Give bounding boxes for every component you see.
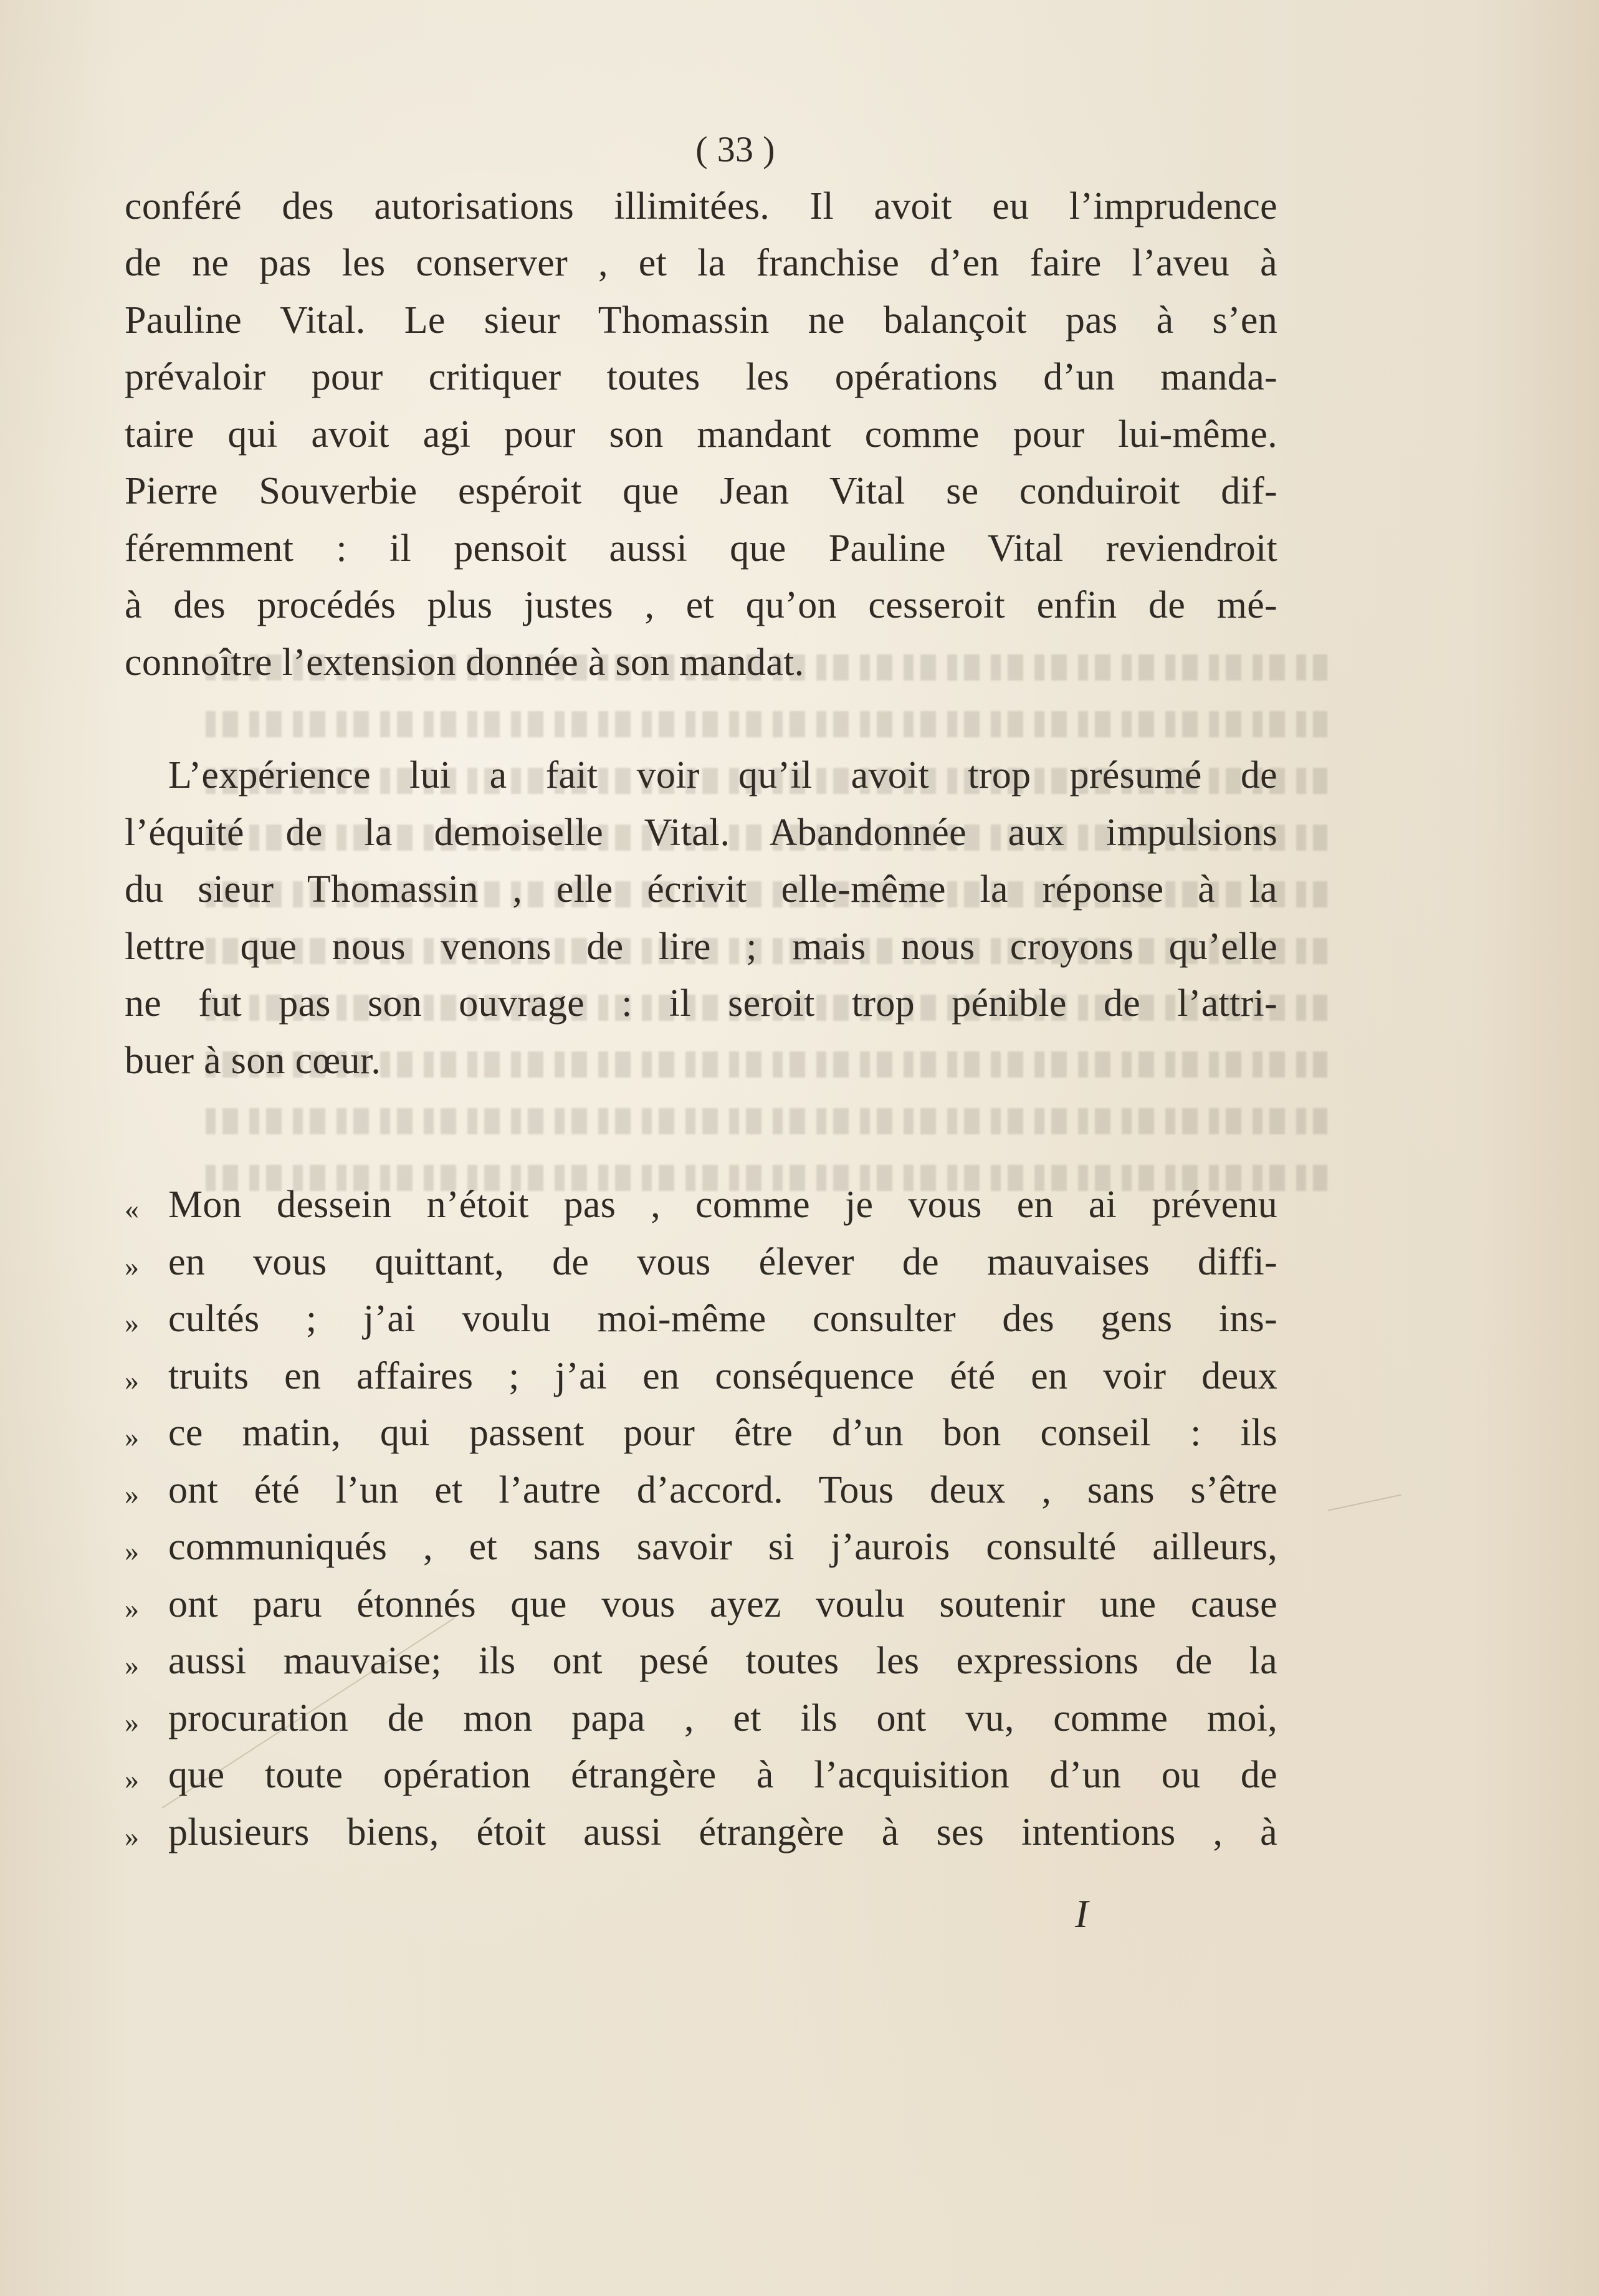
paragraph-spacer: [125, 1089, 1277, 1177]
guillemet-mark: »: [125, 1364, 140, 1396]
quote-text: ont été l’un et l’autre d’accord. Tous deux , sans s’être: [168, 1468, 1277, 1511]
quote-line: [125, 1177, 1277, 1234]
guillemet-mark: »: [125, 1250, 140, 1282]
quote-text: Mon dessein n’étoit pas , comme je vous en ai prévenu: [168, 1184, 1277, 1226]
guillemet-mark: »: [125, 1307, 140, 1339]
text-line: de ne pas les conserver , et la franchise d’en faire l’aveu à: [125, 242, 1277, 284]
quote-text: en vous quittant, de vous élever de mauvaises diffi-: [168, 1240, 1277, 1283]
text-line: Pierre Souverbie espéroit que Jean Vital se conduiroit dif-: [125, 470, 1277, 512]
text-line: conféré des autorisations illimitées. Il avoit eu l’imprudence: [125, 184, 1277, 227]
paragraph-2: [125, 747, 1277, 1089]
quote-line: [125, 1804, 1277, 1862]
quote-line: [125, 1747, 1277, 1804]
text-line: l’équité de la demoiselle Vital. Abandonnée aux impulsions: [125, 811, 1277, 854]
text-line: lettre que nous venons de lire ; mais nous croyons qu’elle: [125, 925, 1277, 968]
quote-text: aussi mauvaise; ils ont pesé toutes les expressions de la: [168, 1640, 1277, 1682]
text-line: féremment : il pensoit aussi que Pauline Vital reviendroit: [125, 527, 1277, 570]
paper-crease: [1328, 1495, 1401, 1511]
guillemet-mark: »: [125, 1820, 140, 1852]
paragraph-spacer: [125, 691, 1277, 747]
quote-line: [125, 1690, 1277, 1748]
quote-line: [125, 1348, 1277, 1405]
quote-line: [125, 1405, 1277, 1462]
guillemet-mark: »: [125, 1706, 140, 1738]
text-line: connoître l’extension donnée à son mandat.: [125, 641, 804, 684]
text-line: taire qui avoit agi pour son mandant comme pour lui-même.: [125, 413, 1277, 456]
quote-line: [125, 1291, 1277, 1348]
quote-text: procuration de mon papa , et ils ont vu, comme moi,: [168, 1696, 1277, 1739]
guillemet-mark: «: [125, 1193, 140, 1225]
quote-line: [125, 1633, 1277, 1690]
quoted-letter: [125, 1177, 1277, 1861]
text-line: L’expérience lui a fait voir qu’il avoit trop présumé de: [168, 754, 1277, 796]
signature-mark: I: [1075, 1892, 1089, 1936]
quote-text: ce matin, qui passent pour être d’un bon conseil : ils: [168, 1412, 1277, 1454]
quote-line: [125, 1576, 1277, 1634]
text-line: ne fut pas son ouvrage : il seroit trop pénible de l’attri-: [125, 982, 1277, 1025]
quote-text: que toute opération étrangère à l’acquisition d’un ou de: [168, 1754, 1277, 1796]
guillemet-mark: »: [125, 1763, 140, 1795]
page-number: ( 33 ): [695, 129, 775, 170]
guillemet-mark: »: [125, 1478, 140, 1510]
quote-text: ont paru étonnés que vous ayez voulu soutenir une cause: [168, 1582, 1277, 1625]
text-line: Pauline Vital. Le sieur Thomassin ne balançoit pas à s’en: [125, 299, 1277, 342]
page-text: [125, 121, 1277, 1861]
guillemet-mark: »: [125, 1649, 140, 1681]
quote-text: plusieurs biens, étoit aussi étrangère à ses intentions , à: [168, 1810, 1277, 1854]
text-line: à des procédés plus justes , et qu’on cesseroit enfin de mé-: [125, 584, 1277, 626]
quote-text: cultés ; j’ai voulu moi-même consulter des gens ins-: [168, 1298, 1277, 1340]
guillemet-mark: »: [125, 1592, 140, 1624]
text-line: buer à son cœur.: [125, 1039, 381, 1082]
quote-line: [125, 1519, 1277, 1576]
quote-line: [125, 1234, 1277, 1291]
guillemet-mark: »: [125, 1535, 140, 1567]
quote-text: truits en affaires ; j’ai en conséquence été en voir deux: [168, 1354, 1277, 1397]
quote-text: communiqués , et sans savoir si j’aurois consulté ailleurs,: [168, 1526, 1277, 1568]
paragraph-1: [125, 178, 1277, 692]
text-line: prévaloir pour critiquer toutes les opérations d’un manda-: [125, 356, 1277, 398]
guillemet-mark: »: [125, 1421, 140, 1453]
text-line: du sieur Thomassin , elle écrivit elle-même la réponse à la: [125, 868, 1277, 911]
quote-line: [125, 1462, 1277, 1519]
